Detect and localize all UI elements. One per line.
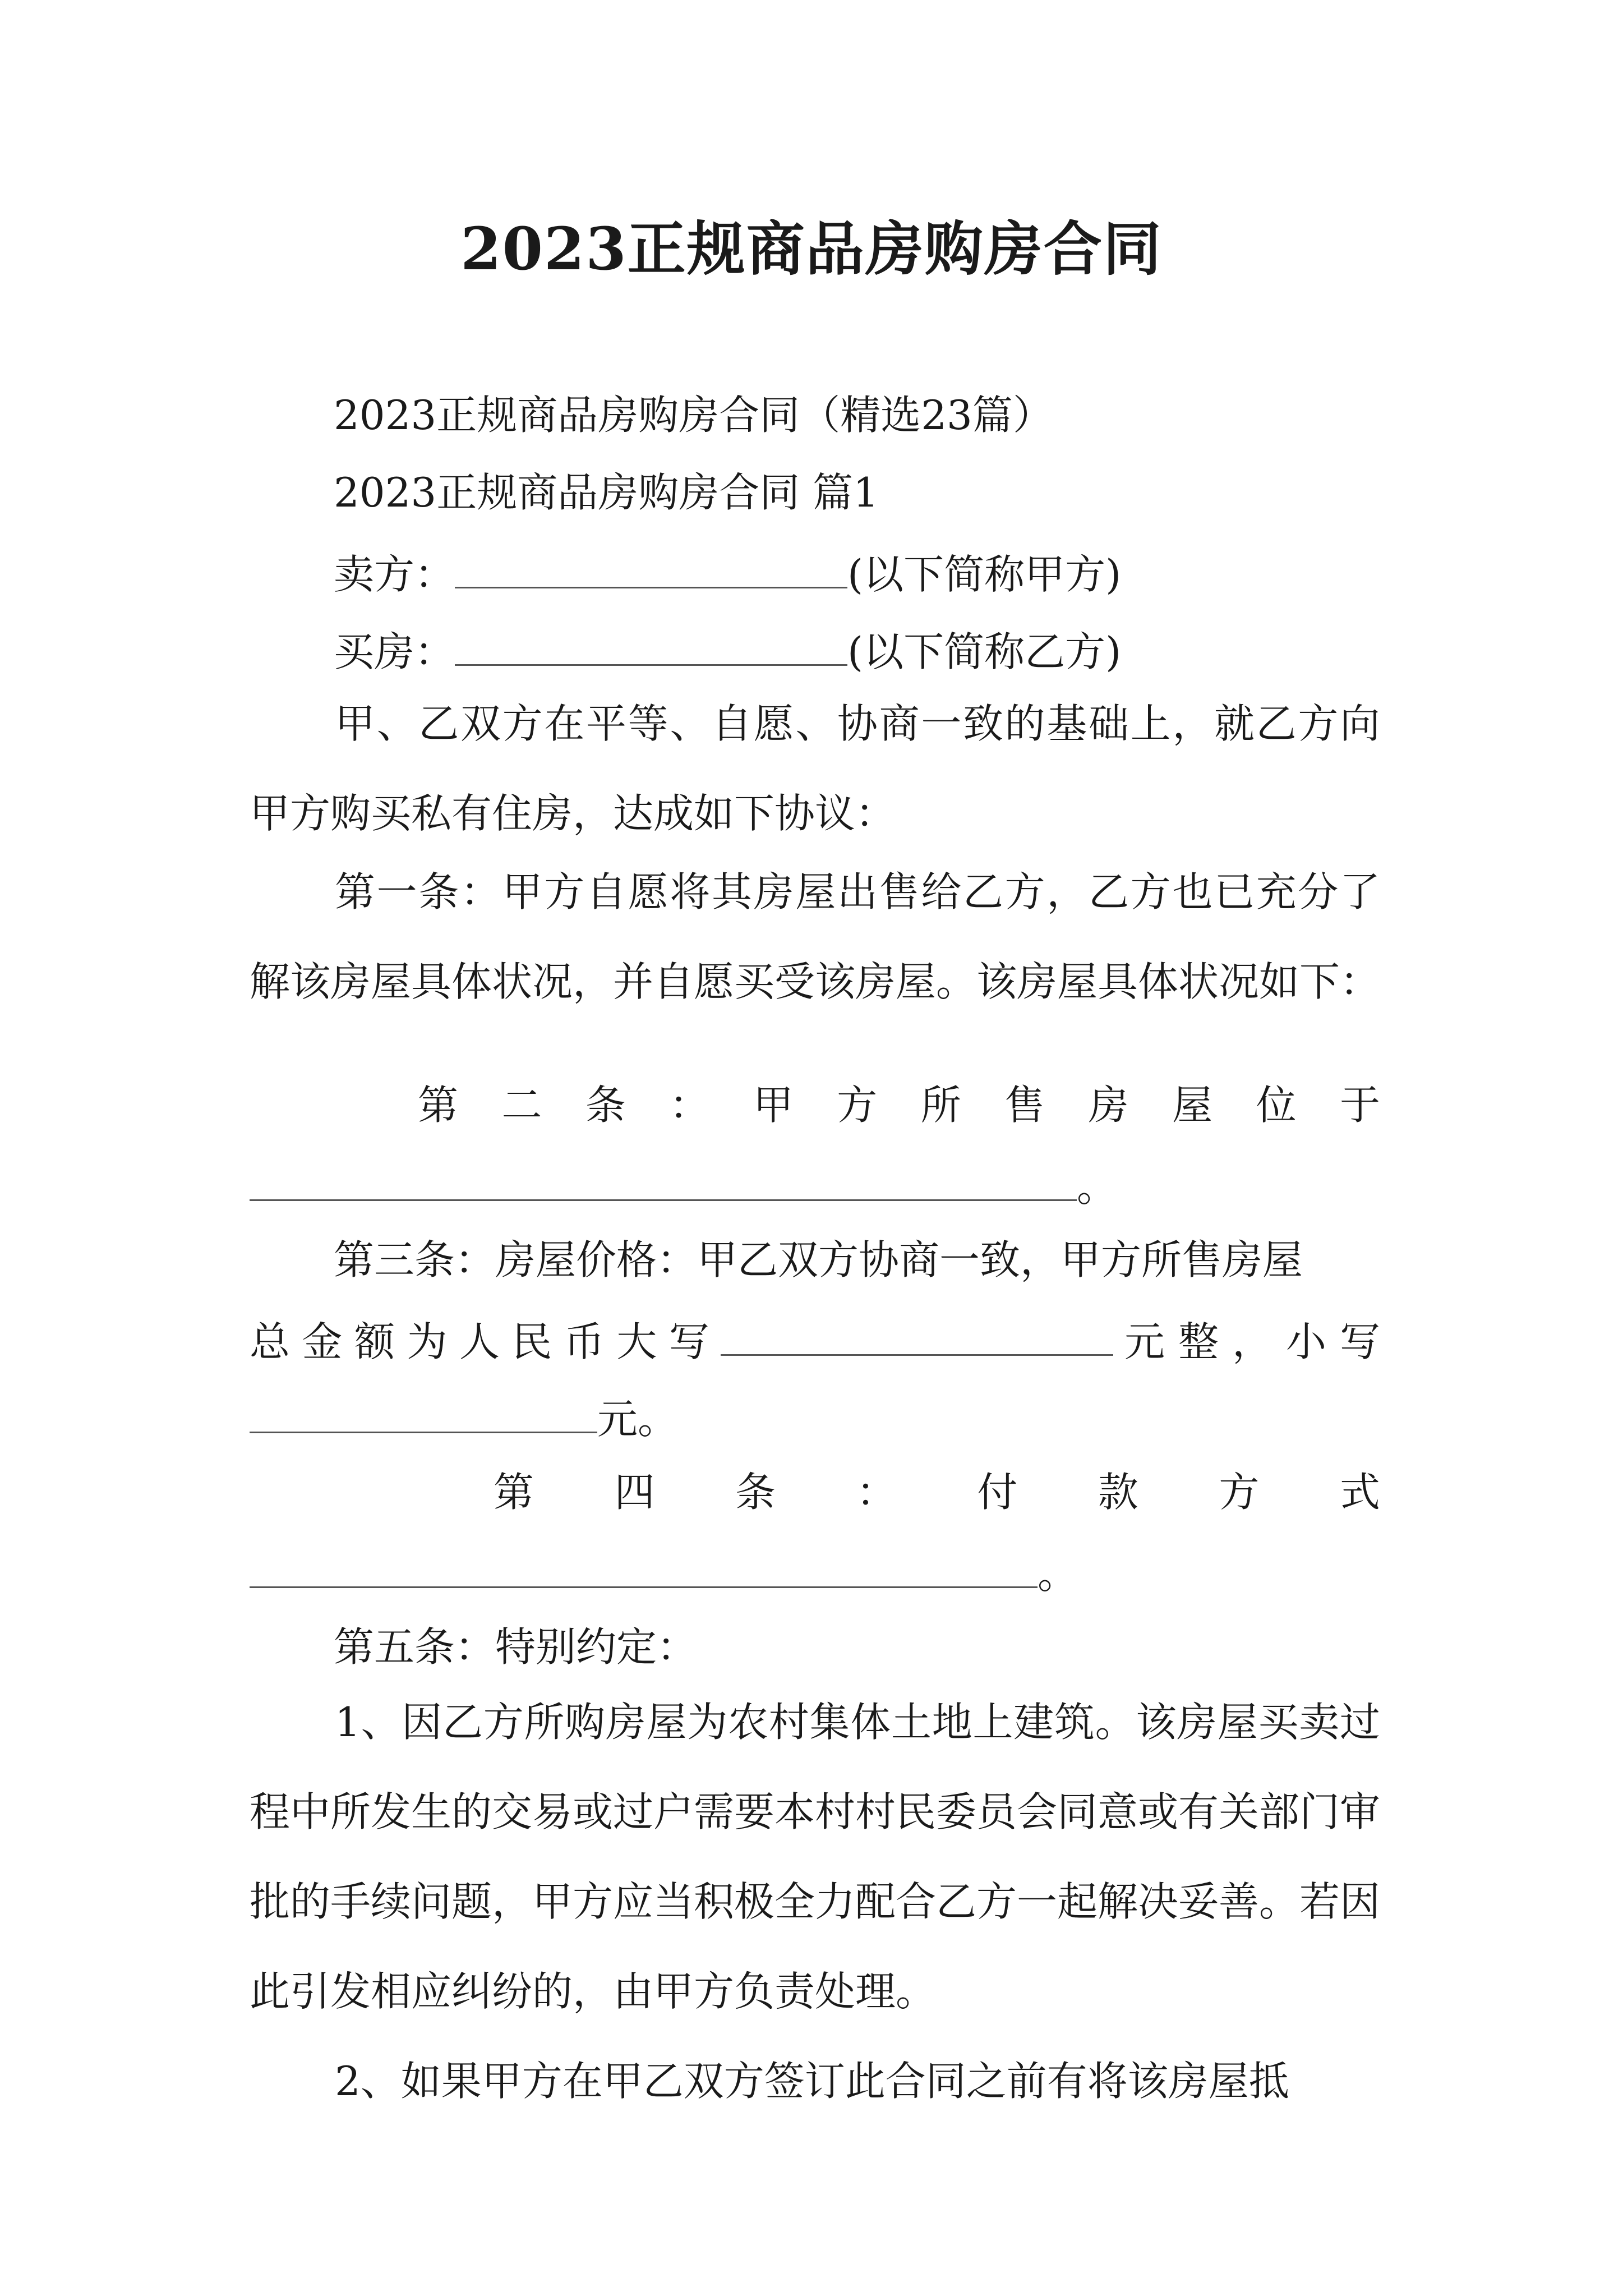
seller-blank[interactable] <box>455 542 847 588</box>
price-char: 币 <box>564 1318 605 1365</box>
article-4-line2 <box>250 1542 1078 1602</box>
seller-suffix: (以下简称甲方) <box>847 551 1122 598</box>
article-4-char: 方 <box>1219 1469 1260 1516</box>
article-3-end: 元。 <box>597 1396 679 1443</box>
price-char: 写 <box>668 1318 709 1365</box>
article-2-char: 所 <box>920 1082 961 1129</box>
article-2-char: ： <box>669 1082 710 1129</box>
article-2-char: 第 <box>418 1082 459 1129</box>
article-2-char: 甲 <box>753 1082 794 1129</box>
article-2-char: 位 <box>1256 1082 1297 1129</box>
article-3-line2 <box>250 1309 1380 1370</box>
section-heading: 2023正规商品房购房合同 篇1 <box>334 469 879 516</box>
article-4-char: 付 <box>977 1469 1018 1516</box>
price-char: 金 <box>302 1318 343 1365</box>
price-char: 为 <box>407 1318 448 1365</box>
payment-method-blank[interactable] <box>250 1542 1038 1588</box>
clause-1: 1、因乙方所购房屋为农村集体土地上建筑。该房屋买卖过程中所发生的交易或过户需要本村村民委员会同意或有关部门审批的手续问题，甲方应当积极全力配合乙方一起解决妥善。若因此引发相应纠纷的，由甲方负责处理。 <box>250 1699 1381 2015</box>
article-1: 第一条：甲方自愿将其房屋出售给乙方，乙方也已充分了解该房屋具体状况，并自愿买受该房屋。该房屋具体状况如下： <box>250 868 1381 1005</box>
article-2-line1 <box>418 1077 1380 1133</box>
location-blank[interactable] <box>250 1154 1077 1201</box>
price-char: 人 <box>459 1318 500 1365</box>
document-subtitle: 2023正规商品房购房合同（精选23篇） <box>334 392 1053 439</box>
article-4-char: 条 <box>735 1469 776 1516</box>
article-4-char: 式 <box>1339 1469 1380 1516</box>
article-4-end: 。 <box>1038 1550 1078 1598</box>
article-4-char: 款 <box>1098 1469 1138 1516</box>
article-2-line2 <box>250 1154 1117 1215</box>
article-5: 第五条：特别约定： <box>334 1623 698 1671</box>
intro-paragraph: 甲、乙双方在平等、自愿、协商一致的基础上，就乙方向甲方购买私有住房，达成如下协议： <box>250 700 1380 837</box>
article-3-line3 <box>250 1387 678 1447</box>
article-2-char: 方 <box>837 1082 878 1129</box>
article-4-char: 四 <box>614 1469 655 1516</box>
article-2-char: 售 <box>1004 1082 1045 1129</box>
article-4-char: ： <box>856 1469 897 1516</box>
article-4-char: 第 <box>494 1469 534 1516</box>
seller-line <box>334 542 1121 602</box>
article-2-char: 房 <box>1088 1082 1129 1129</box>
article-2-char: 条 <box>585 1082 626 1129</box>
article-2-char: 于 <box>1339 1082 1380 1129</box>
buyer-label: 买房： <box>334 628 455 675</box>
article-2-char: 二 <box>501 1082 542 1129</box>
price-char: 大 <box>616 1318 657 1365</box>
seller-label: 卖方： <box>334 551 455 598</box>
document-title: 2023正规商品房购房合同 <box>460 214 1163 283</box>
article-2-end: 。 <box>1077 1163 1118 1211</box>
price-figures-blank[interactable] <box>250 1387 597 1433</box>
article-4-line1 <box>494 1464 1380 1520</box>
price-char: 总 <box>250 1318 291 1365</box>
article-2-char: 屋 <box>1172 1082 1213 1129</box>
price-char: 额 <box>354 1318 395 1365</box>
clause-2: 2、如果甲方在甲乙双方签订此合同之前有将该房屋抵 <box>335 2058 1289 2105</box>
buyer-blank[interactable] <box>455 619 847 666</box>
price-char: 民 <box>511 1318 552 1365</box>
price-label <box>250 1314 709 1370</box>
buyer-line <box>334 619 1121 680</box>
buyer-suffix: (以下简称乙方) <box>847 628 1122 675</box>
price-mid: 元整，小写 <box>1124 1318 1380 1365</box>
price-words-blank[interactable] <box>721 1309 1113 1356</box>
article-3-line1: 第三条：房屋价格：甲乙双方协商一致，甲方所售房屋 <box>334 1236 1303 1283</box>
